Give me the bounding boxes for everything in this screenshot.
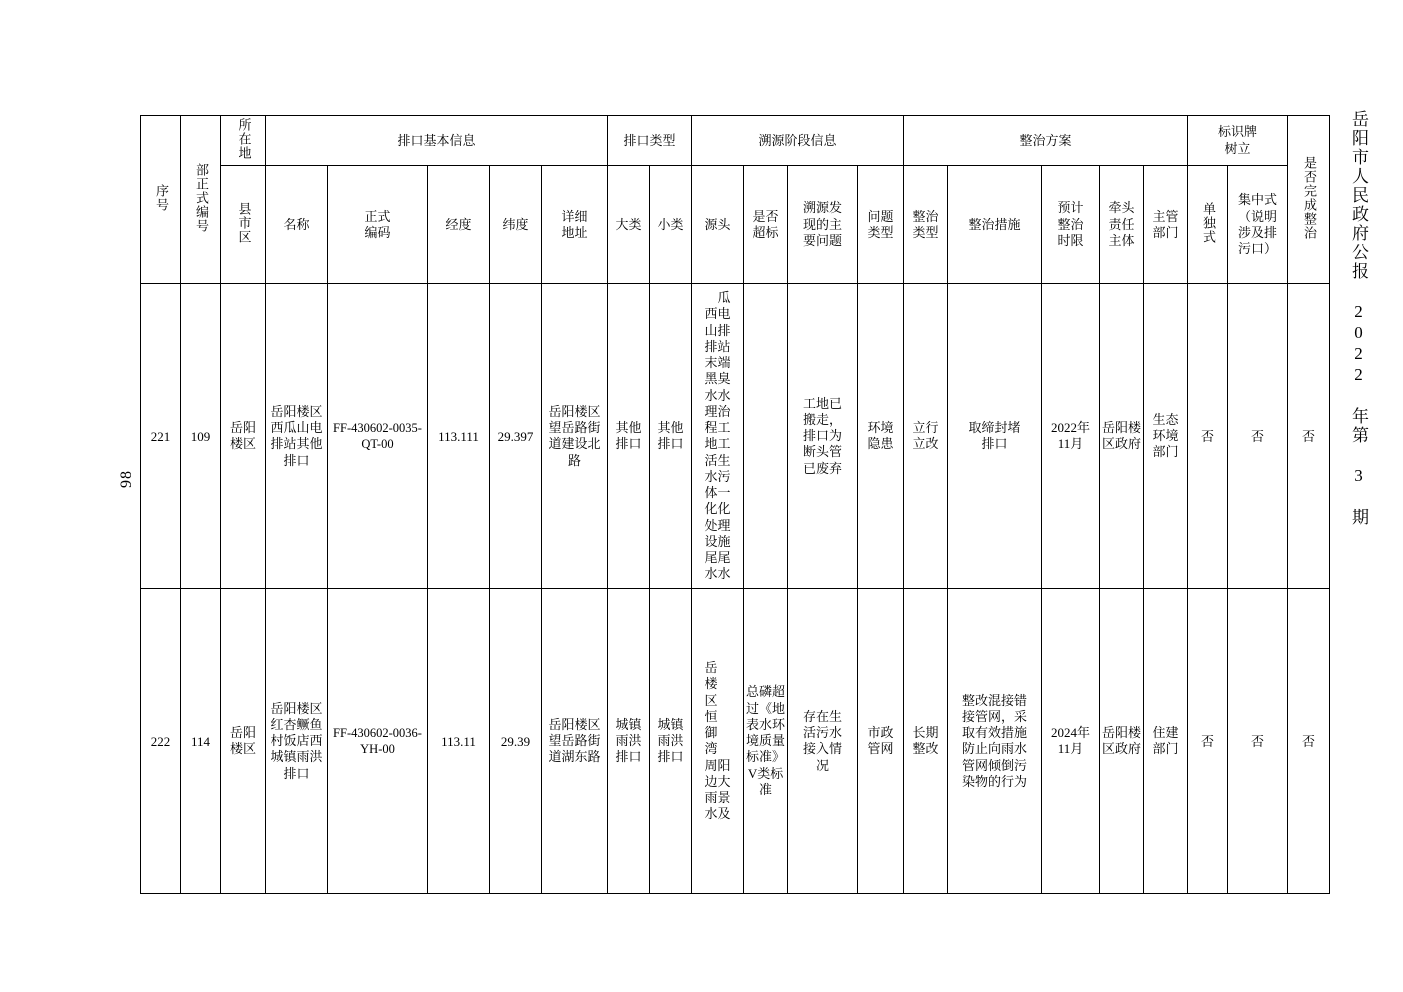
cell-address: 岳阳楼区望岳路街道湖东路: [542, 589, 608, 894]
cell-minor: 其他排口: [650, 284, 692, 589]
cell-fix-measure: 整改混接错接管网，采取有效措施防止向雨水管网倾倒污染物的行为: [948, 589, 1042, 894]
cell-fix-measure: 取缔封堵排口: [948, 284, 1042, 589]
page-number: 98: [118, 470, 135, 488]
cell-main-problem: 工地已搬走，排口为断头管已废弃: [788, 284, 858, 589]
outlet-rectification-table: [140, 115, 1318, 894]
cell-formal-code: FF-430602-0036-YH-00: [328, 589, 428, 894]
header-latitude: 纬度: [490, 166, 542, 284]
cell-formal-code: FF-430602-0035-QT-00: [328, 284, 428, 589]
cell-longitude: 113.11: [428, 589, 490, 894]
cell-central: 否: [1228, 284, 1288, 589]
cell-longitude: 113.111: [428, 284, 490, 589]
table: [140, 115, 1330, 894]
cell-county: 岳阳楼区: [221, 284, 266, 589]
cell-exceed: 总磷超过《地表水环境质量标准》V类标准: [744, 589, 788, 894]
cell-formal-no: 114: [181, 589, 221, 894]
cell-address: 岳阳楼区望岳路街道建设北路: [542, 284, 608, 589]
cell-latitude: 29.397: [490, 284, 542, 589]
cell-lead-body: 岳阳楼区政府: [1100, 284, 1144, 589]
header-sign: 标识牌树立: [1188, 116, 1288, 166]
cell-done: 否: [1288, 589, 1330, 894]
header-formal-no: 部正式编号: [181, 116, 221, 284]
header-done: 是否完成整治: [1288, 116, 1330, 284]
header-location: 所在地: [221, 116, 266, 166]
cell-done: 否: [1288, 284, 1330, 589]
header-fix-measure: 整治措施: [948, 166, 1042, 284]
header-central: 集中式（说明涉及排污口）: [1228, 166, 1288, 284]
header-name: 名称: [266, 166, 328, 284]
table-row: [141, 284, 1330, 589]
cell-single: 否: [1188, 284, 1228, 589]
cell-lead-body: 岳阳楼区政府: [1100, 589, 1144, 894]
cell-major: 其他排口: [608, 284, 650, 589]
cell-dept: 生态环境部门: [1144, 284, 1188, 589]
cell-deadline: 2022年11月: [1042, 284, 1100, 589]
cell-name: 岳阳楼区红杏鳜鱼村饭店西城镇雨洪排口: [266, 589, 328, 894]
header-county: 县市区: [221, 166, 266, 284]
cell-latitude: 29.39: [490, 589, 542, 894]
cell-central: 否: [1228, 589, 1288, 894]
cell-major: 城镇雨洪排口: [608, 589, 650, 894]
header-main-problem: 溯源发现的主要问题: [788, 166, 858, 284]
header-formal-code: 正式编码: [328, 166, 428, 284]
table-row: [141, 589, 1330, 894]
header-fix-type: 整治类型: [904, 166, 948, 284]
cell-dept: 住建部门: [1144, 589, 1188, 894]
header-longitude: 经度: [428, 166, 490, 284]
header-dept: 主管部门: [1144, 166, 1188, 284]
header-single: 单独式: [1188, 166, 1228, 284]
cell-county: 岳阳楼区: [221, 589, 266, 894]
cell-seq: 221: [141, 284, 181, 589]
header-minor: 小类: [650, 166, 692, 284]
header-major: 大类: [608, 166, 650, 284]
cell-source: 岳楼区恒御湾周边雨水阳大景及: [692, 589, 744, 894]
header-exceed: 是否超标: [744, 166, 788, 284]
cell-single: 否: [1188, 589, 1228, 894]
gazette-side-title: 岳阳市人民政府公报 2022 年第 3 期: [1349, 110, 1368, 527]
cell-deadline: 2024年11月: [1042, 589, 1100, 894]
cell-minor: 城镇雨洪排口: [650, 589, 692, 894]
cell-fix-type: 长期整改: [904, 589, 948, 894]
cell-formal-no: 109: [181, 284, 221, 589]
header-problem-type: 问题类型: [858, 166, 904, 284]
cell-problem-type: 市政管网: [858, 589, 904, 894]
header-outlet-type: 排口类型: [608, 116, 692, 166]
header-row-1: [141, 116, 1330, 166]
cell-source: 西山排末黑水理程地活水体化处设尾水瓜电排站端臭水治工工生污一化理施尾水: [692, 284, 744, 589]
header-address: 详细地址: [542, 166, 608, 284]
header-basic-info: 排口基本信息: [266, 116, 608, 166]
header-seq: 序号: [141, 116, 181, 284]
header-lead-body: 牵头责任主体: [1100, 166, 1144, 284]
cell-problem-type: 环境隐患: [858, 284, 904, 589]
header-trace-stage: 溯源阶段信息: [692, 116, 904, 166]
cell-exceed: [744, 284, 788, 589]
cell-fix-type: 立行立改: [904, 284, 948, 589]
header-deadline: 预计整治时限: [1042, 166, 1100, 284]
header-source: 源头: [692, 166, 744, 284]
cell-main-problem: 存在生活污水接入情况: [788, 589, 858, 894]
header-plan: 整治方案: [904, 116, 1188, 166]
cell-name: 岳阳楼区西瓜山电排站其他排口: [266, 284, 328, 589]
cell-seq: 222: [141, 589, 181, 894]
